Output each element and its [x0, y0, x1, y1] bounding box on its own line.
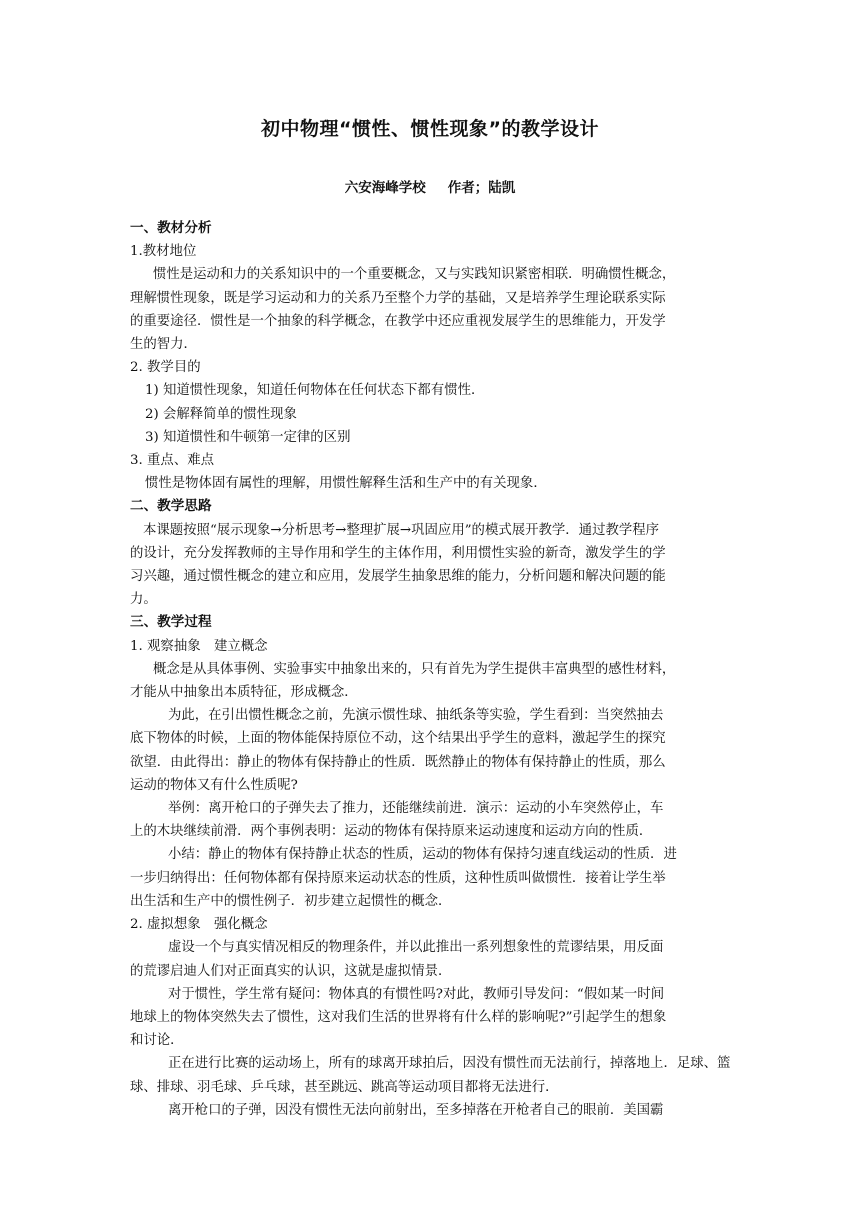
subsection-heading: 3. 重点、难点 — [130, 453, 214, 469]
subsection-heading: 2. 虚拟想象 强化概念 — [130, 917, 268, 933]
byline — [0, 176, 860, 196]
paragraph-line: 生的智力． — [130, 337, 197, 353]
subsection-heading: 2. 教学目的 — [130, 360, 201, 376]
paragraph-line: 的设计，充分发挥教师的主导作用和学生的主体作用，利用惯性实验的新奇，激发学生的学 — [130, 545, 666, 561]
paragraph-line: 欲望．由此得出：静止的物体有保持静止的性质．既然静止的物体有保持静止的性质，那么 — [130, 754, 666, 770]
paragraph-line: 理解惯性现象，既是学习运动和力的关系乃至整个力学的基础，又是培养学生理论联系实际 — [130, 290, 666, 306]
document-title: 初中物理“惯性、惯性现象”的教学设计 — [261, 118, 599, 140]
paragraph-line: 虚设一个与真实情况相反的物理条件，并以此推出一系列想象性的荒谬结果，用反面 — [168, 940, 664, 956]
paragraph-line: 对于惯性，学生常有疑问：物体真的有惯性吗?对此，教师引导发问：“假如某一时间 — [168, 986, 665, 1002]
author-name: 作者；陆凯 — [447, 180, 516, 196]
paragraph-line: 小结：静止的物体有保持静止状态的性质，运动的物体有保持匀速直线运动的性质．进 — [168, 847, 677, 863]
paragraph-line: 的重要途径．惯性是一个抽象的科学概念，在教学中还应重视发展学生的思维能力，开发学 — [130, 313, 666, 329]
paragraph-line: 惯性是物体固有属性的理解，用惯性解释生活和生产中的有关现象． — [145, 476, 547, 492]
paragraph-line: 概念是从具体事例、实验事实中抽象出来的，只有首先为学生提供丰富典型的感性材料， — [153, 661, 676, 677]
paragraph-line: 运动的物体又有什么性质呢? — [130, 777, 298, 793]
section-heading: 一、教材分析 — [130, 220, 212, 236]
paragraph-line: 的荒谬启迪人们对正面真实的认识，这就是虚拟情景． — [130, 963, 452, 979]
paragraph-line: 离开枪口的子弹，因没有惯性无法向前射出，至多掉落在开枪者自己的眼前．美国霸 — [168, 1102, 664, 1118]
paragraph-line: 习兴趣，通过惯性概念的建立和应用，发展学生抽象思维的能力，分析问题和解决问题的能 — [130, 569, 666, 585]
list-item: 1) 知道惯性现象，知道任何物体在任何状态下都有惯性． — [145, 383, 485, 399]
paragraph-line: 一步归纳得出：任何物体都有保持原来运动状态的性质，这种性质叫做惯性．接着让学生举 — [130, 870, 666, 886]
school-name: 六安海峰学校 — [344, 180, 426, 196]
paragraph-line: 底下物体的时候，上面的物体能保持原位不动，这个结果出乎学生的意料，激起学生的探究 — [130, 731, 666, 747]
paragraph-line: 惯性是运动和力的关系知识中的一个重要概念，又与实践知识紧密相联．明确惯性概念， — [153, 267, 676, 283]
document-body — [130, 217, 812, 1122]
section-heading: 二、教学思路 — [130, 498, 212, 515]
paragraph-line: 地球上的物体突然失去了惯性，这对我们生活的世界将有什么样的影响呢?”引起学生的想象 — [130, 1009, 667, 1025]
subsection-heading: 1.教材地位 — [130, 244, 197, 260]
paragraph-line: 本课题按照“展示现象→分析思考→整理扩展→巩固应用”的模式展开教学．通过教学程序 — [143, 522, 660, 538]
list-item: 2) 会解释简单的惯性现象 — [145, 406, 297, 422]
paragraph-line: 和讨论． — [130, 1033, 184, 1049]
paragraph-line: 正在进行比赛的运动场上，所有的球离开球拍后，因没有惯性而无法前行，掉落地上．足球、篮 — [168, 1056, 731, 1072]
paragraph-line: 出生活和生产中的惯性例子．初步建立起惯性的概念． — [130, 893, 452, 909]
paragraph-line: 球、排球、羽毛球、乒乓球，甚至跳远、跳高等运动项目都将无法进行． — [130, 1079, 559, 1095]
list-item: 3) 知道惯性和牛顿第一定律的区别 — [145, 429, 351, 445]
paragraph-line: 为此，在引出惯性概念之前，先演示惯性球、抽纸条等实验，学生看到：当突然抽去 — [168, 708, 664, 724]
paragraph-line: 才能从中抽象出本质特征，形成概念． — [130, 685, 358, 701]
subsection-heading: 1. 观察抽象 建立概念 — [130, 638, 268, 654]
paragraph-line: 上的木块继续前滑．两个事例表明：运动的物体有保持原来运动速度和运动方向的性质． — [130, 824, 653, 840]
paragraph-line: 力。 — [130, 592, 157, 608]
paragraph-line: 举例：离开枪口的子弹失去了推力，还能继续前进．演示：运动的小车突然停止，车 — [168, 801, 664, 817]
section-heading: 三、教学过程 — [130, 614, 212, 631]
